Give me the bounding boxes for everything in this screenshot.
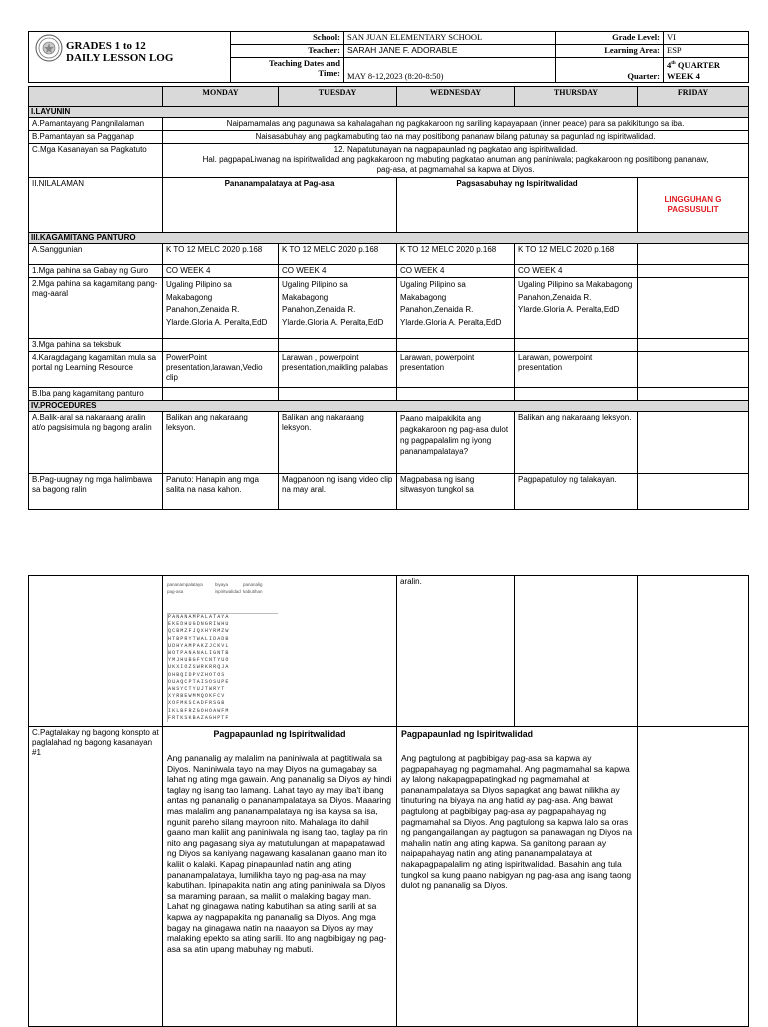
pamantayan-pagganap-text: Naisasabuhay ang pagkamabuting tao na may positibong pananaw bilang patunay sa pagunlad ng ispiritwalidad. [163,131,749,144]
row-label-balik-aral: A.Balik-aral sa nakaraang aralin at/o pagsisimula ng bagong aralin [29,412,163,474]
lesson-table-continued [28,575,749,1027]
teksbuk-mon [163,339,279,352]
teksbuk-wed [397,339,515,352]
school-label: School: [231,32,344,45]
pag-uugnay-tue: Magpanoon ng isang video clip na may aral. [279,474,397,510]
row-label-pag-uugnay: B.Pag-uugnay ng mga halimbawa sa bagong ralin [29,474,163,510]
word-search-grid [167,613,278,722]
balik-aral-fri [638,412,749,474]
sanggunian-thu: K TO 12 MELC 2020 p.168 [515,244,638,265]
dates-label-line2: Time: [318,68,340,78]
day-wednesday: WEDNESDAY [397,87,515,107]
row-label-pamantayang-pangnilalaman: A.Pamantayang Pangnilalaman [29,118,163,131]
school-value: SAN JUAN ELEMENTARY SCHOOL [344,32,556,45]
iba-wed [397,388,515,401]
corner-cell [29,87,163,107]
dates-value: MAY 8-12,2023 (8:20-8:50) [344,58,556,83]
sanggunian-tue: K TO 12 MELC 2020 p.168 [279,244,397,265]
gabay-thu: CO WEEK 4 [515,265,638,278]
teacher-label: Teacher: [231,45,344,58]
row-label-teksbuk: 3.Mga pahina sa teksbuk [29,339,163,352]
ws-row: FRTKSKBAZAGHPTF [168,714,230,721]
pagtalakay-mon-text: Ang pananalig ay malalim na paniniwala at pagtitiwala sa Diyos. Naniniwala tayo na may Diyos na gumagabay sa lahat ng ating mga gawain. Ang pananalig sa Diyos ay hindi taglay ng isang tao lamang. Lahat tayo ay may iba't ibang antas ng pananalig o pananampalataya sa Diyos. Maaaring mas malalim ang pananampalataya ng isa kaysa sa isa, ngunit pareho silang mayroon nito. Mahalaga ito dahil gaano man kaliit ang paniniwala ng isang tao, taglay pa rin nito ang pagasang siya ay matutulungan at mapapatawad ng Diyos sa kaniyang nagawang kasalanan gaano man ito kaliit o kalaki. Kapag pinapaunlad natin ang ating pananampalataya, lumilikha tayo ng pag-asa na may kabutihan. Ipinapakita natin ang ating paniniwala sa Diyos sa maraming paraan, sa maliit o malaking bagay man. Lahat ng ginagawa nating kabutihan sa ating sarili at sa kapwa ay nagpapakita ng pananalig sa Diyos. Ang mga bagay na ginagawa natin na naaayon sa Diyos ay may malaking epekto sa ating sarili. Ito ang nagbibigay ng pag-asa sa atin upang mabuhay ng mabuti. [167,753,392,954]
lr-fri [638,352,749,388]
iba-thu [515,388,638,401]
lesson-table [28,86,749,510]
nilalaman-fri: LINGGUHAN G PAGSUSULIT [638,178,749,233]
grade-value: VI [664,32,749,45]
balik-aral-tue: Balikan ang nakaraang leksyon. [279,412,397,474]
word-search-word-list [167,582,393,595]
ws-row: PANANAMPALATAYA [168,614,230,620]
ws-row: XOFMKSCADFRSGB [168,700,226,707]
ws-row: OHBQIDPVZHOTOS [168,671,226,678]
row-label-learning-resource: 4.Karagdagang kagamitan mula sa portal ng Learning Resource [29,352,163,388]
lr-thu: Larawan, powerpoint presentation [515,352,638,388]
sanggunian-fri [638,244,749,265]
balik-aral-mon: Balikan ang nakaraang leksyon. [163,412,279,474]
kagamitan-thu: Ugaling Pilipino sa Makabagong Panahon,Zenaida R. Ylarde.Gloria A. Peralta,EdD [515,278,638,339]
ws-row: UKXIOZSWRKRRQJA [168,664,230,671]
pagtalakay-wed-title: Pagpapaunlad ng Ispiritwalidad [401,729,533,739]
row-label-pamantayan-pagganap: B.Pamantayan sa Pagganap [29,131,163,144]
pag-uugnay-wed: Magpabasa ng isang sitwasyon tungkol sa [397,474,515,510]
row-label-pagtalakay: C.Pagtalakay ng bagong konspto at paglalahad ng bagong kasanayan #1 [29,727,163,1027]
continued-fri-cell [638,576,749,727]
ws-row: EKEDHUGDNGRIWHU [168,621,230,628]
kagamitan-mon: Ugaling Pilipino sa Makabagong Panahon,Zenaida R. Ylarde.Gloria A. Peralta,EdD [163,278,279,339]
learning-area-label: Learning Area: [556,45,664,58]
kagamitan-wed: Ugaling Pilipino sa Makabagong Panahon,Zenaida R. Ylarde.Gloria A. Peralta,EdD [397,278,515,339]
row-label-gabay: 1.Mga pahina sa Gabay ng Guro [29,265,163,278]
pag-uugnay-thu: Pagpapatuloy ng talakayan. [515,474,638,510]
balik-aral-thu: Balikan ang nakaraang leksyon. [515,412,638,474]
quarter-value [664,58,749,83]
day-monday: MONDAY [163,87,279,107]
gabay-fri [638,265,749,278]
section-kagamitan: III.KAGAMITANG PANTURO [29,233,749,244]
section-layunin: I.LAYUNIN [29,107,749,118]
pagtalakay-fri [638,727,749,1027]
teksbuk-fri [638,339,749,352]
kasanayan-text [163,144,749,178]
pagtalakay-wed-text: Ang pagtulong at pagbibigay pag-asa sa kapwa ay pagpapahayag ng pagmamahal. Ang pagmamahal sa kapwa ay lalong nakapagpapatingkad ng pagmamahal at pananampalataya sa Diyos sapagkat ang bawat nilikha ay tinuturing na biyaya na ang hatid ay pag-asa. Ang bawat pagtulong at pagbibigay pag-asa ay pagpapahayag ng pagmamahal sa Diyos. Ang pagtulong sa kapwa lalo sa oras ng pangangailangan ay pagtugon sa panawagan ng Diyos na mahalin natin ang ating kapwa. Sa ganitong paraan ay naipapahayag natin ang ating pananampalataya at nakapagpapalalim ng ating ispiritwalidad. Basahin ang tula tungkol sa kung paano nabigyan ng pag-asa ang isang taong dulot ng pananalig sa Diyos. [401,753,633,891]
kasanayan-line-3: pag-asa, at pagmamahal sa kapwa at Diyos. [376,165,535,174]
quarter-number: 4 [667,59,672,70]
ws-row: XYRBEWMMQOKFCV [168,693,226,700]
row-label-sanggunian: A.Sanggunian [29,244,163,265]
nilalaman-mon-tue: Pananampalataya at Pag-asa [163,178,397,233]
ws-word: pag-asa [167,589,184,594]
day-friday: FRIDAY [638,87,749,107]
sanggunian-wed: K TO 12 MELC 2020 p.168 [397,244,515,265]
ws-word: kabutihan [243,589,263,594]
dates-label-line1: Teaching Dates and [268,58,340,68]
pagtalakay-mon-tue [163,727,397,1027]
row-label-kasanayan: C.Mga Kasanayan sa Pagkatuto [29,144,163,178]
ws-row: IKLBFRZGOHOAWFM [168,707,230,714]
ws-row: QCBMZFJQXHYRMZW [168,628,230,635]
pagtalakay-mon-title: Pagpapaunlad ng Ispiritwalidad [213,729,346,739]
ws-word: biyaya [215,582,229,587]
pamantayang-pangnilalaman-text: Naipamamalas ang pagunawa sa kahalagahan ng pagkakaroon ng sariling kapayapaan (inner peace) para sa pakikitungo sa iba. [163,118,749,131]
ws-word: pananalig [243,582,263,587]
pag-uugnay-fri [638,474,749,510]
kasanayan-line-1: 12. Napatutunayan na nagpapaunlad ng pagkatao ang ispiritwalidad. [333,145,578,154]
dates-label [231,58,344,83]
lesson-log-page-2 [0,575,768,1024]
section-procedures: IV.PROCEDURES [29,401,749,412]
pagtalakay-wed-thu [397,727,638,1027]
row-label-kagamitan-mag-aaral: 2.Mga pahina sa kagamitang pang-mag-aaral [29,278,163,339]
quarter-label: Quarter: [556,58,664,83]
lr-tue: Larawan , powerpoint presentation,maikling palabas [279,352,397,388]
row-label-iba-pang-kagamitan: B.Iba pang kagamitang panturo [29,388,163,401]
title-line-1: GRADES 1 to 12 [66,40,146,52]
teksbuk-thu [515,339,638,352]
lr-mon: PowerPoint presentation,larawan,Vedio clip [163,352,279,388]
learning-area-value: ESP [664,45,749,58]
ws-row: HTBPRYTWALIDADB [168,635,230,642]
deped-seal-icon [35,34,63,62]
title-line-2: DAILY LESSON LOG [66,52,174,64]
kagamitan-fri [638,278,749,339]
pag-uugnay-mon: Panuto: Hanapin ang mga salita na nasa kahon. [163,474,279,510]
kasanayan-line-2: Hal. pagpapaLiwanag na ispiritwalidad ang pagkakaroon ng mabuting pagkatao anuman ang paniniwala; pagkakaroon ng positibong pananaw, [202,155,709,164]
ws-row: YMJHUBGFYCNTYUO [168,657,230,664]
gabay-wed: CO WEEK 4 [397,265,515,278]
ws-row: WOTPANANALIGNTB [168,650,230,657]
grade-label: Grade Level: [556,32,664,45]
gabay-mon: CO WEEK 4 [163,265,279,278]
continued-label-cell [29,576,163,727]
nilalaman-wed-thu: Pagsasabuhay ng Ispiritwalidad [397,178,638,233]
teksbuk-tue [279,339,397,352]
sanggunian-mon: K TO 12 MELC 2020 p.168 [163,244,279,265]
balik-aral-wed: Paano maipakikita ang pagkakaroon ng pag-asa dulot ng pagpapalalim ng iyong pananampalataya? [397,412,515,474]
continued-thu-cell [515,576,638,727]
gabay-tue: CO WEEK 4 [279,265,397,278]
ws-word: ispiritwalidad [215,589,241,594]
ws-row: UDHYAMPAKZJCKVL [168,642,230,649]
quarter-suffix: th [671,61,676,66]
iba-fri [638,388,749,401]
day-thursday: THURSDAY [515,87,638,107]
day-tuesday: TUESDAY [279,87,397,107]
row-label-nilalaman: II.NILALAMAN [29,178,163,233]
quarter-rest: QUARTER WEEK 4 [667,59,721,81]
kagamitan-tue: Ugaling Pilipino sa Makabagong Panahon,Zenaida R. Ylarde.Gloria A. Peralta,EdD [279,278,397,339]
iba-mon [163,388,279,401]
ws-row: AWSYCTYUJTWRYT [168,686,226,693]
lr-wed: Larawan, powerpoint presentation [397,352,515,388]
ws-word: pananampalataya [167,582,203,587]
teacher-value: SARAH JANE F. ADORABLE [344,45,556,58]
word-search-cell [163,576,397,727]
continued-wed-cell: aralin. [397,576,515,727]
iba-tue [279,388,397,401]
ws-row: OUAQCPTAISOSUPE [168,678,230,685]
